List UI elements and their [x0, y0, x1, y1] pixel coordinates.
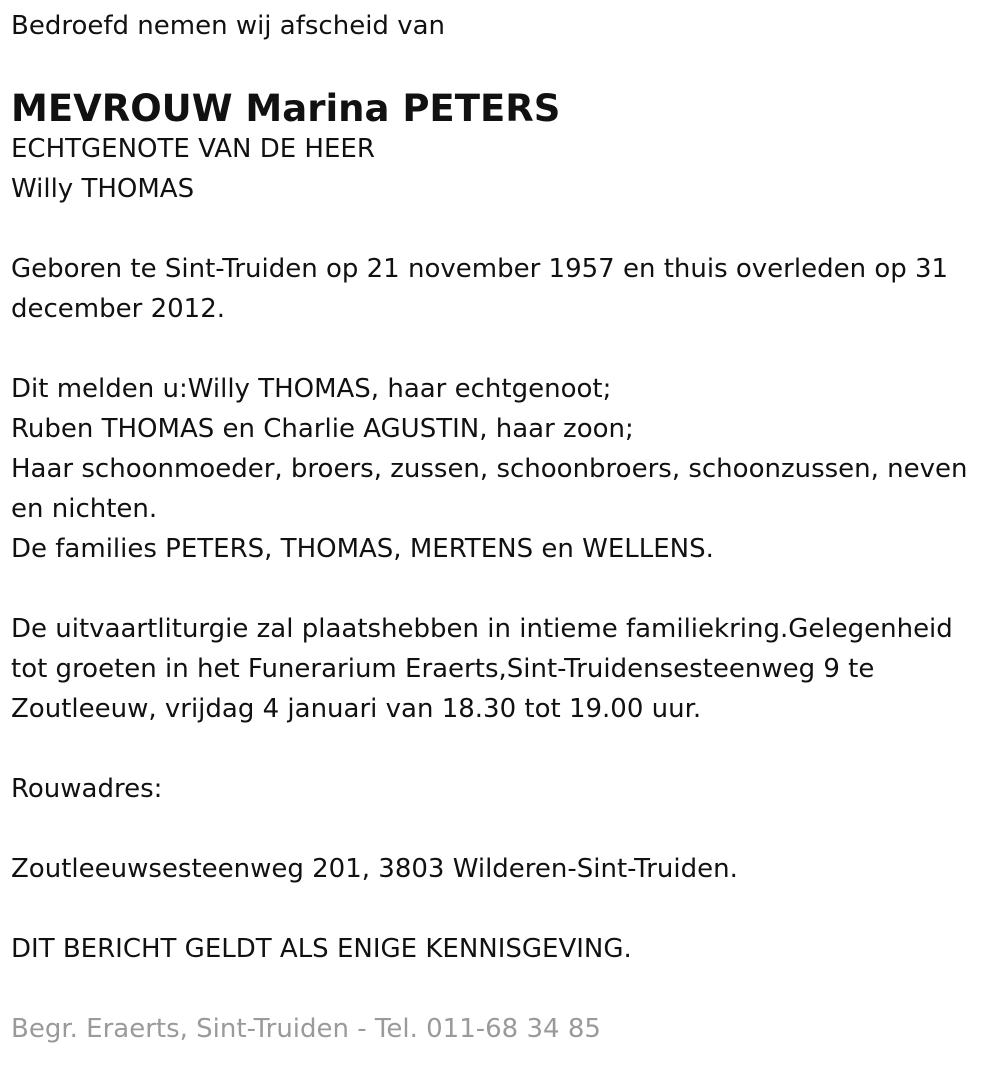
- spacer: [11, 889, 1000, 929]
- mourner-line: Dit melden u:Willy THOMAS, haar echtgenoot;: [11, 374, 612, 404]
- address-label: Rouwadres:: [11, 774, 163, 804]
- spacer: [11, 329, 1000, 369]
- spouse-name: Willy THOMAS: [11, 174, 195, 204]
- spacer: [11, 969, 1000, 1009]
- funeral-text: De uitvaartliturgie zal plaatshebben in intieme familiekring.Gelegenheid tot groeten in het Funerarium Eraerts,Sint-Truidensesteenweg 9 te Zoutleeuw, vrijdag 4 januari van 18.30 tot 19.00 uur.: [11, 614, 953, 724]
- mourner-line: De families PETERS, THOMAS, MERTENS en WELLENS.: [11, 534, 714, 564]
- spacer: [11, 46, 1000, 86]
- spacer: [11, 729, 1000, 769]
- mourner-line: Haar schoonmoeder, broers, zussen, schoonbroers, schoonzussen, neven en nichten.: [11, 454, 968, 524]
- spacer: [11, 209, 1000, 249]
- spouse-label: ECHTGENOTE VAN DE HEER: [11, 134, 375, 164]
- closing-text: DIT BERICHT GELDT ALS ENIGE KENNISGEVING.: [11, 934, 632, 964]
- intro-text: Bedroefd nemen wij afscheid van: [11, 11, 445, 41]
- address-text: Zoutleeuwsesteenweg 201, 3803 Wilderen-Sint-Truiden.: [11, 854, 738, 884]
- mourner-line: Ruben THOMAS en Charlie AGUSTIN, haar zoon;: [11, 414, 634, 444]
- deceased-name: MEVROUW Marina PETERS: [11, 87, 561, 130]
- spacer: [11, 569, 1000, 609]
- birth-death-text: Geboren te Sint-Truiden op 21 november 1957 en thuis overleden op 31 december 2012.: [11, 254, 949, 324]
- funeral-director-footer: Begr. Eraerts, Sint-Truiden - Tel. 011-68 34 85: [11, 1014, 601, 1044]
- spacer: [11, 809, 1000, 849]
